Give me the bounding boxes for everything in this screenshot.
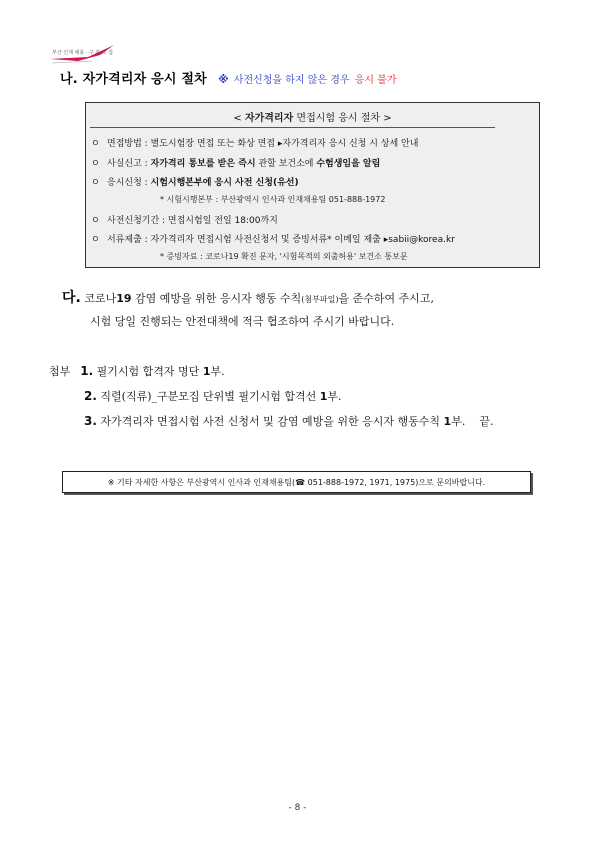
section-heading [60, 68, 397, 87]
procedure-row-method: ㅇ 면접방법 : 별도시험장 면접 또는 화상 면접 ▸자가격리자 응시 신청 시 상세 안내 [91, 139, 419, 149]
attachment-item-2: 2. 직렬(직류)_구분모집 단위별 필기시험 합격선 1부. [84, 389, 342, 403]
page-number: - 8 - [288, 803, 307, 813]
heading-note: 사전신청을 하지 않은 경우 [233, 75, 350, 86]
procedure-row-documents: ㅇ 서류제출 : 자가격리자 면접시험 사전신청서 및 증빙서류* 이메일 제출 ▸sabii@korea.kr [91, 235, 455, 245]
procedure-row-documents-note: * 증빙자료 : 코로나19 확진 문자, '시험목적의 외출허용' 보건소 통보문 [160, 252, 408, 261]
procedure-box-title: < 자가격리자 면접시험 응시 절차 > [233, 113, 392, 124]
procedure-row-report: ㅇ 사실신고 : 자가격리 통보를 받은 즉시 관할 보건소에 수험생임을 알림 [91, 159, 381, 169]
attachment-item-1: 첨부 1. 필기시험 합격자 명단 1부. [49, 364, 225, 378]
reference-mark-icon: ※ [218, 73, 229, 86]
heading-title: 나. 자가격리자 응시 절차 [60, 72, 207, 87]
notice-paragraph-line2: 시험 당일 진행되는 안전대책에 적극 협조하여 주시기 바랍니다. [90, 315, 395, 328]
attachment-item-3: 3. 자가격리자 면접시험 사전 신청서 및 감염 예방을 위한 응시자 행동수칙 1부. 끝. [84, 414, 494, 428]
notice-paragraph-line1: 다. 코로나19 감염 예방을 위한 응시자 행동 수칙(첨부파일)을 준수하여 주시고, [62, 290, 434, 306]
procedure-row-period: ㅇ 사전신청기간 : 면접시험일 전일 18:00까지 [91, 216, 278, 226]
procedure-row-apply: ㅇ 응시신청 : 시험시행본부에 응시 사전 신청(유선) [91, 178, 299, 188]
box-title-divider [90, 127, 495, 128]
contact-notice-text: ※ 기타 자세한 사항은 부산광역시 인사과 인재채용팀(☎ 051-888-1972, 1971, 1975)으로 문의바랍니다. [107, 478, 486, 487]
contact-notice-box [62, 471, 531, 493]
heading-note-warning: 응시 불가 [354, 75, 397, 86]
procedure-row-apply-note: * 시험시행본부 : 부산광역시 인사과 인재채용팀 051-888-1972 [160, 195, 386, 204]
logo-text: 부산 인재 채용 · 구 분 모 집 [52, 50, 114, 56]
